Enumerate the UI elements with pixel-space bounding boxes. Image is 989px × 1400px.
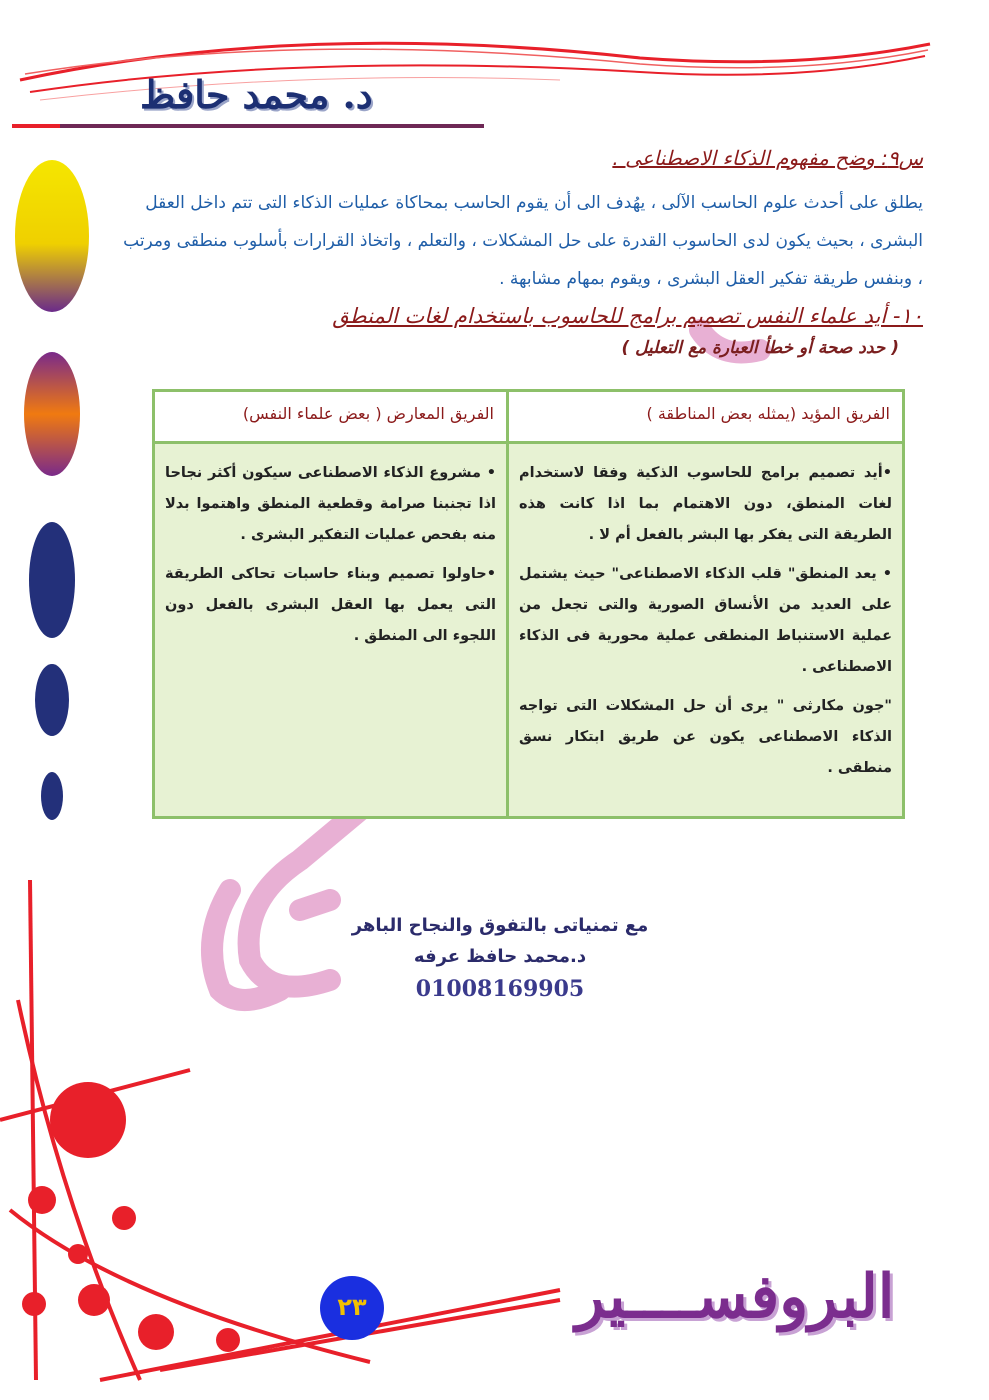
closing-block [300, 910, 700, 1006]
supporters-cell [506, 444, 902, 816]
red-circle [28, 1186, 56, 1214]
red-circle [22, 1292, 46, 1316]
author-header: د. محمد حافظ [140, 72, 373, 117]
navy-oval-2 [35, 664, 69, 736]
red-circle-large [50, 1082, 126, 1158]
red-circle [68, 1244, 88, 1264]
closing-phone: 01008169905 [415, 976, 585, 1002]
supporters-point: •أيد تصميم برامج للحاسوب الذكية وفقا لاستخدام لغات المنطق، دون الاهتمام بما اذا كانت هذه الطريقة التى يفكر بها البشر بالفعل أم لا . [519, 465, 892, 543]
supporters-point: • يعد المنطق" قلب الذكاء الاصطناعى" حيث يشتمل على العديد من الأنساق الصورية والتى تجعل من عملية الاستنباط المنطقى عملية محورية فى الذكاء الاصطناعى . [519, 566, 892, 675]
comparison-table [152, 389, 905, 819]
opponents-cell [155, 444, 506, 816]
opponents-point: •حاولوا تصميم وبناء حاسبات تحاكى الطريقة التى يعمل بها العقل البشرى بالفعل دون اللجوء الى المنطق . [165, 566, 496, 644]
supporters-point: "جون مكارثى " يرى أن حل المشكلات التى تواجه الذكاء الاصطناعى يكون عن طريق ابتكار نسق منطقى . [519, 698, 892, 776]
navy-oval-1 [29, 522, 75, 638]
yellow-oval [15, 160, 89, 312]
navy-oval-3 [41, 772, 63, 820]
red-circle [216, 1328, 240, 1352]
red-circle [78, 1284, 110, 1316]
closing-wish: مع تمنياتى بالتفوق والنجاح الباهر [351, 915, 649, 936]
question-10-instruction: ( حدد صحة أو خطأ العبارة مع التعليل ) [621, 338, 899, 358]
question-9-answer: يطلق على أحدث علوم الحاسب الآلى ، يهُدف الى أن يقوم الحاسب بمحاكاة عمليات الذكاء التى تتم داخل العقل البشرى ، بحيث يكون لدى الحاسوب القدرة على حل المشكلات ، والتعلم ، واتخاذ القرارات بأسلوب منطقى ومرتب ، وبنفس طريقة تفكير العقل البشرى ، ويقوم بمهام مشابهة . [123, 193, 923, 289]
table-header-supporters: الفريق المؤيد (يمثله بعض المناطقة ) [506, 392, 902, 444]
red-circle [112, 1206, 136, 1230]
brand-logo-text: البروفســــير [575, 1262, 895, 1332]
opponents-point: • مشروع الذكاء الاصطناعى سيكون أكثر نجاحا اذا تجنبنا صرامة وقطعية المنطق واهتموا بدلا منه بفحص عمليات التفكير البشرى . [165, 465, 496, 543]
question-9-heading: س٩: وضح مفهوم الذكاء الاصطناعى . [612, 146, 923, 170]
closing-author-name: د.محمد حافظ عرفه [413, 946, 587, 967]
table-header-opponents: الفريق المعارض ( بعض علماء النفس) [155, 392, 506, 444]
page-number-badge: ٢٣ [320, 1276, 384, 1340]
orange-oval [24, 352, 80, 476]
question-10-heading: ١٠- أيد علماء النفس تصميم برامج للحاسوب باستخدام لغات المنطق [332, 304, 923, 328]
red-circle [138, 1314, 174, 1350]
